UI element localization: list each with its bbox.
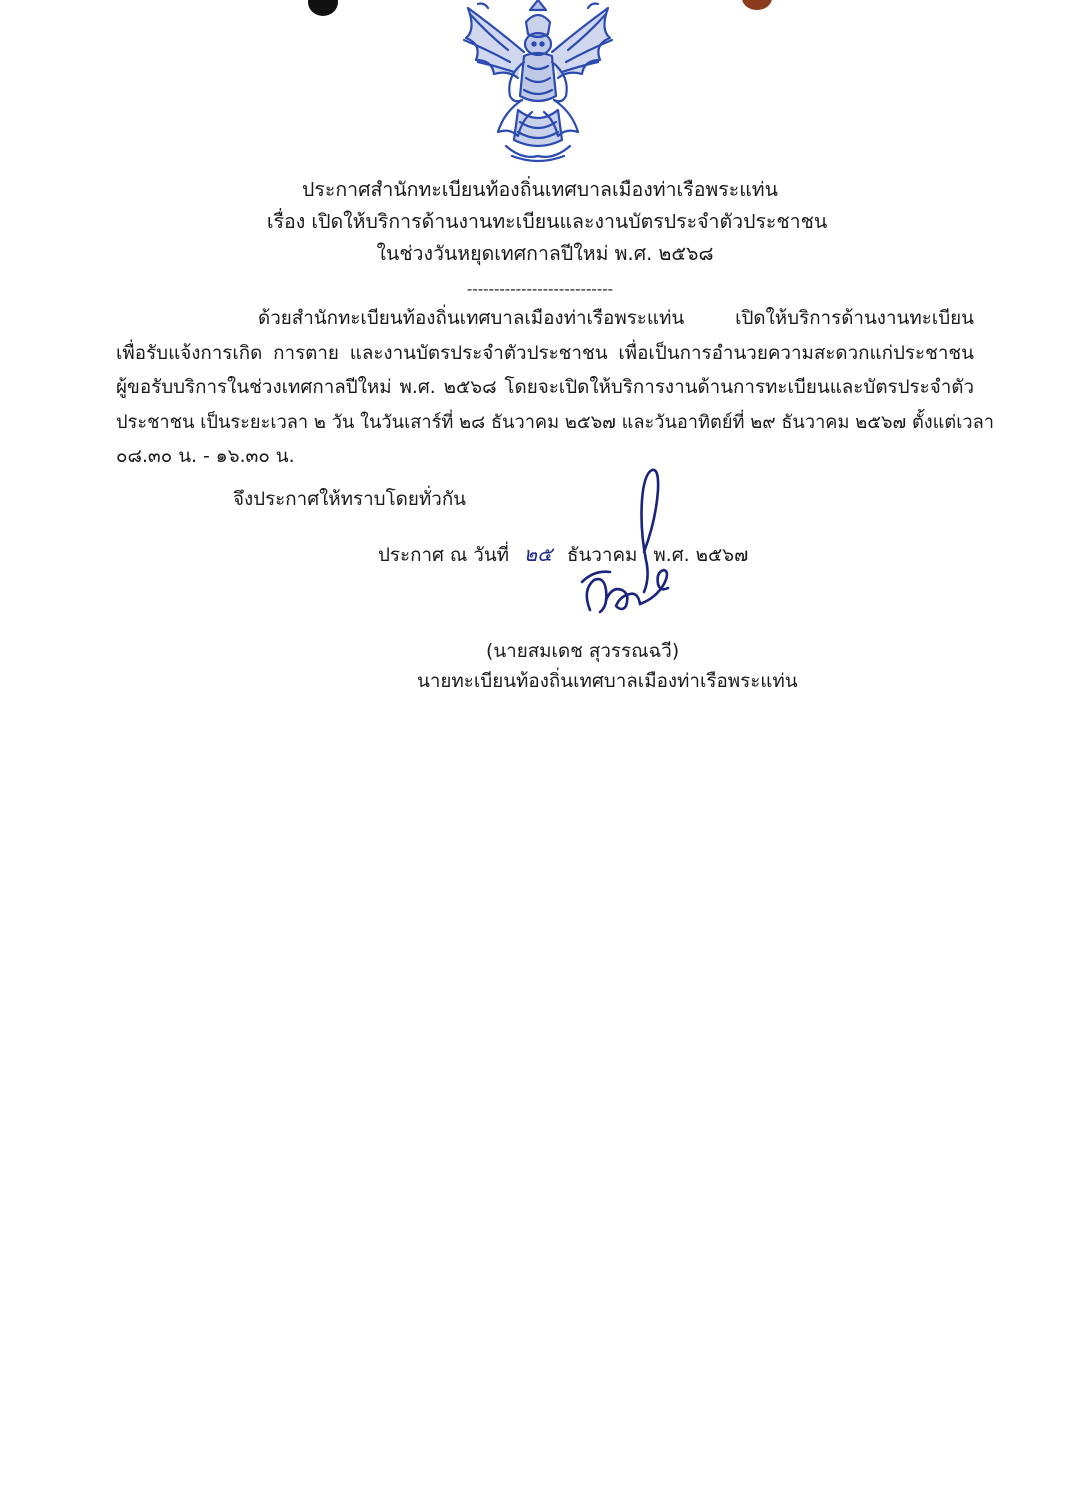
date-prefix: ประกาศ ณ วันที่ <box>378 545 510 566</box>
body-line: ๐๘.๓๐ น. - ๑๖.๓๐ น. <box>116 446 295 467</box>
signer-name: (นายสมเดช สุวรรณฉวี) <box>486 641 680 662</box>
scan-artifact-dot <box>308 0 338 16</box>
body-line: ด้วยสำนักทะเบียนท้องถิ่นเทศบาลเมืองท่าเรือพระแท่น เปิดให้บริการด้านงานทะเบียน <box>258 308 974 329</box>
announcement-heading <box>0 174 1080 270</box>
announcement-period: ในช่วงวันหยุดเทศกาลปีใหม่ พ.ศ. ๒๕๖๘ <box>376 242 714 265</box>
body-line: ประชาชน เป็นระยะเวลา ๒ วัน ในวันเสาร์ที่ ๒๘ ธันวาคม ๒๕๖๗ และวันอาทิตย์ที่ ๒๙ ธันวาคม ๒๕๖๗ ตั้งแต่เวลา <box>116 411 994 433</box>
announcement-title: ประกาศสำนักทะเบียนท้องถิ่นเทศบาลเมืองท่าเรือพระแท่น <box>302 178 778 201</box>
body-line: ผู้ขอรับบริการในช่วงเทศกาลปีใหม่ พ.ศ. ๒๕๖๘ โดยจะเปิดให้บริการงานด้านการทะเบียนและบัตรประจำตัว <box>116 377 974 398</box>
body-line: เพื่อรับแจ้งการเกิด การตาย และงานบัตรประจำตัวประชาชน เพื่อเป็นการอำนวยความสะดวกแก่ประชาชน <box>116 342 974 364</box>
garuda-emblem-icon <box>448 0 628 165</box>
date-day: ๒๕ <box>523 542 553 566</box>
announcement-subject: เรื่อง เปิดให้บริการด้านงานทะเบียนและงานบัตรประจำตัวประชาชน <box>266 210 828 233</box>
date-year: พ.ศ. ๒๕๖๗ <box>653 545 749 566</box>
heading-separator: --------------------------- <box>466 280 614 298</box>
closing-statement: จึงประกาศให้ทราบโดยทั่วกัน <box>233 489 467 510</box>
scan-artifact-dot <box>742 0 772 10</box>
signer-title: นายทะเบียนท้องถิ่นเทศบาลเมืองท่าเรือพระแท่น <box>417 671 798 692</box>
handwritten-signature <box>560 460 710 630</box>
announcement-body <box>116 302 994 475</box>
date-month: ธันวาคม <box>567 545 638 566</box>
